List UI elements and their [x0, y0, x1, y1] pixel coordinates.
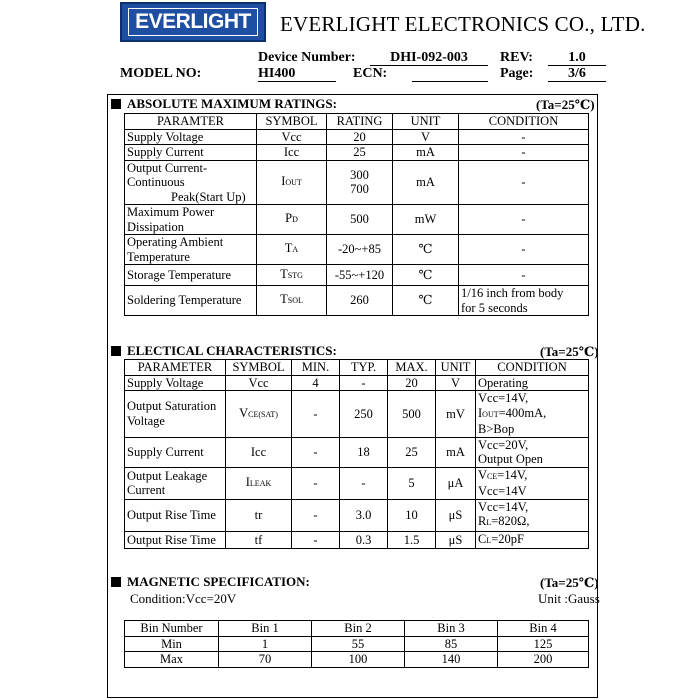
param-line: Operating Ambient [127, 235, 224, 249]
table-row [125, 205, 589, 235]
cond-main: R [478, 514, 487, 528]
param-cell [125, 205, 257, 235]
elec-table [124, 359, 589, 549]
condition-line [478, 468, 586, 485]
unit-cell: mV [436, 391, 476, 438]
param-line: Output Leakage [127, 468, 208, 483]
device-number-value: DHI-092-003 [370, 50, 488, 66]
min-cell: - [292, 391, 340, 438]
ecn-value [412, 66, 488, 82]
condition-cell: - [459, 265, 589, 286]
table-row [125, 636, 589, 652]
min-cell: - [292, 499, 340, 531]
unit-cell: V [393, 129, 459, 145]
symbol-cell: Vcc [226, 375, 292, 391]
condition-cell: - [459, 145, 589, 161]
bullet-square-icon [111, 346, 121, 356]
param-cell: Supply Current [125, 145, 257, 161]
symbol-cell: Icc [226, 437, 292, 467]
table-row [125, 467, 589, 499]
symbol-sub: OUT [285, 178, 302, 187]
typ-cell: 3.0 [340, 499, 388, 531]
col-header: RATING [327, 114, 393, 130]
cond-rest: =14V, [497, 467, 528, 482]
condition-cell [476, 391, 589, 438]
condition-cell [459, 286, 589, 316]
condition-cell [476, 531, 589, 549]
col-header: CONDITION [476, 360, 589, 376]
everlight-logo [120, 2, 266, 42]
row-label: Max [125, 652, 219, 668]
max-cell: 10 [388, 499, 436, 531]
device-number-label: Device Number: [258, 50, 356, 65]
condition-line: for 5 seconds [461, 300, 528, 315]
table-row [125, 375, 589, 391]
symbol-cell: tr [226, 499, 292, 531]
rating-cell: 500 [327, 205, 393, 235]
symbol-cell: Icc [257, 145, 327, 161]
symbol-main: V [239, 405, 249, 420]
symbol-cell [226, 391, 292, 438]
unit-cell: ℃ [393, 265, 459, 286]
condition-cell: - [459, 235, 589, 265]
unit-cell: μA [436, 467, 476, 499]
bin-value: 140 [405, 652, 498, 668]
table-row [125, 531, 589, 549]
page-value: 3/6 [548, 66, 606, 82]
table-row [125, 160, 589, 205]
magnetic-unit: Unit :Gauss [538, 591, 600, 606]
rating-line: 300 [350, 167, 369, 182]
typ-cell: 0.3 [340, 531, 388, 549]
model-no-value: HI400 [258, 66, 336, 82]
symbol-cell: Vcc [257, 129, 327, 145]
cond-sub: CE [487, 471, 498, 481]
row-label: Min [125, 636, 219, 652]
unit-cell: mA [393, 145, 459, 161]
bin-value: 85 [405, 636, 498, 652]
max-cell: 500 [388, 391, 436, 438]
rating-line: 700 [350, 182, 369, 197]
condition-line: Vcc=14V, [478, 499, 529, 514]
typ-cell: - [340, 375, 388, 391]
table-header-row [125, 360, 589, 376]
table-row [125, 437, 589, 467]
symbol-main: I [245, 474, 250, 489]
param-cell: Supply Current [125, 437, 226, 467]
cond-sub: L [486, 518, 492, 527]
unit-cell: ℃ [393, 286, 459, 316]
col-header: Bin 1 [219, 621, 312, 637]
condition-cell [476, 437, 589, 467]
symbol-main: P [285, 211, 293, 226]
bin-value: 125 [498, 636, 589, 652]
condition-line: B>Bop [478, 422, 515, 436]
company-name: EVERLIGHT ELECTRONICS CO., LTD. [280, 12, 646, 36]
col-header: CONDITION [459, 114, 589, 130]
rating-cell: 25 [327, 145, 393, 161]
cond-rest: =20pF [491, 531, 524, 546]
symbol-sub: CE(SAT) [248, 409, 278, 419]
unit-cell: V [436, 375, 476, 391]
condition-cell: Operating [476, 375, 589, 391]
cond-main: C [478, 531, 487, 546]
table-row [125, 129, 589, 145]
symbol-sub: STG [287, 270, 303, 280]
table-row [125, 145, 589, 161]
col-header: SYMBOL [226, 360, 292, 376]
page-label: Page: [500, 66, 534, 81]
bin-value: 70 [219, 652, 312, 668]
max-cell: 1.5 [388, 531, 436, 549]
cond-main: V [478, 467, 488, 482]
condition-line: Vcc=20V, [478, 437, 529, 452]
cond-sub: L [486, 535, 492, 545]
col-header: Bin 3 [405, 621, 498, 637]
param-line: Current [127, 483, 166, 497]
logo-text: EVERLIGHT [128, 8, 258, 36]
unit-cell: mA [393, 160, 459, 205]
condition-line [478, 406, 586, 423]
rating-cell: -55~+120 [327, 265, 393, 286]
symbol-sub: A [292, 245, 299, 255]
param-line: Maximum Power [127, 205, 215, 219]
symbol-cell [257, 235, 327, 265]
magnetic-condition: Condition:Vcc=20V [130, 591, 237, 606]
abs-max-ta: (Ta=25℃) [536, 97, 595, 112]
max-cell: 25 [388, 437, 436, 467]
min-cell: 4 [292, 375, 340, 391]
abs-max-title-text: ABSOLUTE MAXIMUM RATINGS: [127, 96, 337, 111]
bin-value: 55 [312, 636, 405, 652]
condition-cell [476, 499, 589, 531]
condition-line: Vcc=14V, [478, 391, 529, 405]
col-header: PARAMETER [125, 360, 226, 376]
cond-rest: =400mA, [498, 405, 547, 420]
condition-cell: - [459, 205, 589, 235]
symbol-cell: tf [226, 531, 292, 549]
param-cell [125, 160, 257, 205]
symbol-cell [226, 467, 292, 499]
symbol-cell [257, 265, 327, 286]
elec-ta: (Ta=25℃) [540, 344, 599, 359]
cond-main: I [478, 405, 483, 420]
param-cell: Soldering Temperature [125, 286, 257, 316]
param-line: Output Current- [127, 160, 208, 175]
col-header: TYP. [340, 360, 388, 376]
bullet-square-icon [111, 99, 121, 109]
col-header: MIN. [292, 360, 340, 376]
rev-label: REV: [500, 50, 533, 65]
table-row [125, 235, 589, 265]
table-header-row [125, 621, 589, 637]
symbol-main: T [280, 292, 288, 307]
col-header: UNIT [393, 114, 459, 130]
rev-value: 1.0 [548, 50, 606, 66]
symbol-sub: SOL [287, 296, 303, 306]
min-cell: - [292, 531, 340, 549]
cond-rest: =820Ω, [491, 514, 530, 528]
table-row [125, 265, 589, 286]
symbol-sub: LEAK [249, 478, 272, 488]
condition-cell: - [459, 129, 589, 145]
cond-sub: OUT [482, 409, 499, 419]
col-header: UNIT [436, 360, 476, 376]
bullet-square-icon [111, 577, 121, 587]
param-line: Dissipation [127, 219, 184, 234]
unit-cell: μS [436, 531, 476, 549]
param-cell [125, 467, 226, 499]
param-line: Continuous [127, 175, 185, 189]
symbol-cell [257, 286, 327, 316]
elec-title-text: ELECTICAL CHARACTERISTICS: [127, 343, 337, 358]
param-line: Voltage [127, 413, 165, 428]
table-row [125, 652, 589, 668]
table-header-row [125, 114, 589, 130]
symbol-main: T [284, 241, 293, 256]
abs-max-title [111, 96, 337, 112]
bin-value: 1 [219, 636, 312, 652]
param-line: Peak(Start Up) [171, 189, 246, 204]
condition-cell [476, 467, 589, 499]
unit-cell: mA [436, 437, 476, 467]
max-cell: 20 [388, 375, 436, 391]
col-header: Bin Number [125, 621, 219, 637]
min-cell: - [292, 467, 340, 499]
symbol-cell [257, 205, 327, 235]
symbol-sub: D [292, 215, 298, 225]
max-cell: 5 [388, 467, 436, 499]
ecn-label: ECN: [353, 66, 388, 81]
magnetic-ta: (Ta=25℃) [540, 575, 599, 590]
magnetic-title [111, 574, 310, 590]
param-cell: Supply Voltage [125, 375, 226, 391]
elec-title [111, 343, 337, 359]
param-line: Output Saturation [127, 399, 217, 414]
rating-cell [327, 160, 393, 205]
symbol-cell [257, 160, 327, 205]
col-header: MAX. [388, 360, 436, 376]
condition-line: Vcc=14V [478, 484, 527, 498]
col-header: Bin 4 [498, 621, 589, 637]
param-cell: Supply Voltage [125, 129, 257, 145]
symbol-main: T [280, 266, 288, 281]
param-cell [125, 391, 226, 438]
condition-line [478, 514, 586, 531]
unit-cell: mW [393, 205, 459, 235]
param-line: Temperature [127, 249, 190, 264]
unit-cell: μS [436, 499, 476, 531]
rating-cell: 20 [327, 129, 393, 145]
unit-cell: ℃ [393, 235, 459, 265]
param-cell: Output Rise Time [125, 499, 226, 531]
col-header: Bin 2 [312, 621, 405, 637]
col-header: SYMBOL [257, 114, 327, 130]
param-cell [125, 235, 257, 265]
abs-max-table [124, 113, 589, 316]
bin-value: 200 [498, 652, 589, 668]
magnetic-title-text: MAGNETIC SPECIFICATION: [127, 574, 310, 589]
model-no-label: MODEL NO: [120, 66, 202, 81]
condition-line: Output Open [478, 452, 543, 466]
bin-value: 100 [312, 652, 405, 668]
param-cell: Output Rise Time [125, 531, 226, 549]
min-cell: - [292, 437, 340, 467]
rating-cell: -20~+85 [327, 235, 393, 265]
typ-cell: 18 [340, 437, 388, 467]
table-row [125, 499, 589, 531]
magnetic-table [124, 620, 589, 668]
rating-cell: 260 [327, 286, 393, 316]
condition-cell: - [459, 160, 589, 205]
table-row [125, 391, 589, 438]
col-header: PARAMTER [125, 114, 257, 130]
typ-cell: 250 [340, 391, 388, 438]
symbol-main: I [281, 174, 286, 188]
condition-line: 1/16 inch from body [461, 286, 564, 300]
typ-cell: - [340, 467, 388, 499]
param-cell: Storage Temperature [125, 265, 257, 286]
table-row [125, 286, 589, 316]
